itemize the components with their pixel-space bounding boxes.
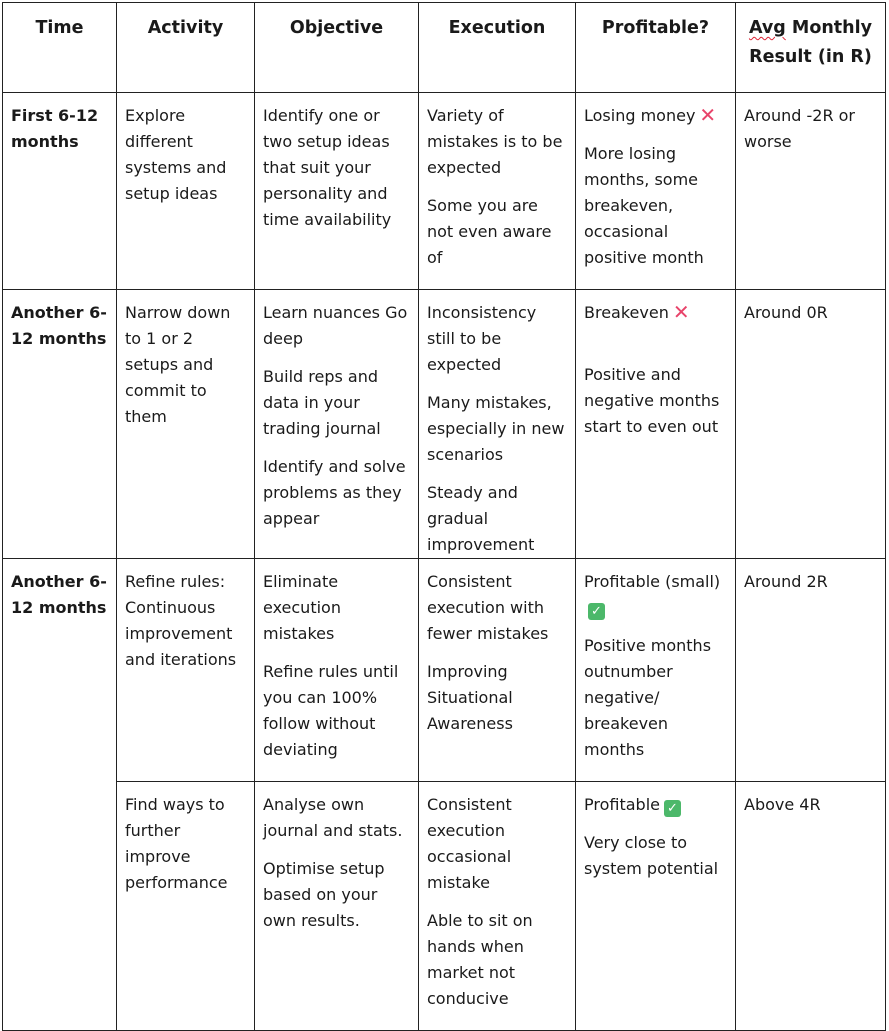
objective-cell: Eliminate execution mistakes Refine rules until you can 100% follow without deviating: [255, 559, 419, 782]
profitable-cell: Profitable ✓ Very close to system potential: [576, 782, 736, 1031]
objective-cell: Identify one or two setup ideas that suit your personality and time availability: [255, 93, 419, 290]
execution-cell: Variety of mistakes is to be expected Some you are not even aware of: [419, 93, 576, 290]
table-row: [3, 290, 886, 559]
objective-cell: Learn nuances Go deep Build reps and data in your trading journal Identify and solve problems as they appear: [255, 290, 419, 559]
header-objective: Objective: [255, 3, 419, 93]
time-cell: First 6-12 months: [3, 93, 117, 290]
activity-cell: Narrow down to 1 or 2 setups and commit to them: [117, 290, 255, 559]
status-label: Breakeven: [584, 303, 669, 322]
time-cell: Another 6-12 months: [3, 559, 117, 1031]
table-row: [3, 782, 886, 1031]
activity-cell: Find ways to further improve performance: [117, 782, 255, 1031]
cross-icon: ✕: [699, 103, 717, 127]
trading-progression-table: [2, 2, 886, 1031]
profitable-cell: Breakeven ✕ Positive and negative months start to even out: [576, 290, 736, 559]
execution-cell: Inconsistency still to be expected Many mistakes, especially in new scenarios Steady and gradual improvement: [419, 290, 576, 559]
header-time: Time: [3, 3, 117, 93]
status-label: Profitable: [584, 795, 660, 814]
result-cell: Around 2R: [736, 559, 886, 782]
result-cell: Around -2R or worse: [736, 93, 886, 290]
status-label: Profitable (small): [584, 572, 721, 591]
objective-cell: Analyse own journal and stats. Optimise setup based on your own results.: [255, 782, 419, 1031]
header-profitable: Profitable?: [576, 3, 736, 93]
header-result: Avg Monthly Result (in R): [736, 3, 886, 93]
activity-cell: Explore different systems and setup ideas: [117, 93, 255, 290]
status-label: Losing money: [584, 106, 696, 125]
table-row: [3, 559, 886, 782]
execution-cell: Consistent execution with fewer mistakes Improving Situational Awareness: [419, 559, 576, 782]
spellcheck-word: Avg: [748, 18, 786, 38]
profitable-cell: Profitable (small) ✓ Positive months outnumber negative/ breakeven months: [576, 559, 736, 782]
check-icon: ✓: [588, 603, 605, 620]
result-cell: Around 0R: [736, 290, 886, 559]
check-icon: ✓: [664, 800, 681, 817]
activity-cell: Refine rules: Continuous improvement and iterations: [117, 559, 255, 782]
table-row: [3, 93, 886, 290]
execution-cell: Consistent execution occasional mistake Able to sit on hands when market not conducive: [419, 782, 576, 1031]
time-cell: Another 6-12 months: [3, 290, 117, 559]
profitable-cell: Losing money ✕ More losing months, some breakeven, occasional positive month: [576, 93, 736, 290]
header-activity: Activity: [117, 3, 255, 93]
result-cell: Above 4R: [736, 782, 886, 1031]
cross-icon: ✕: [672, 300, 690, 324]
header-execution: Execution: [419, 3, 576, 93]
header-row: [3, 3, 886, 93]
